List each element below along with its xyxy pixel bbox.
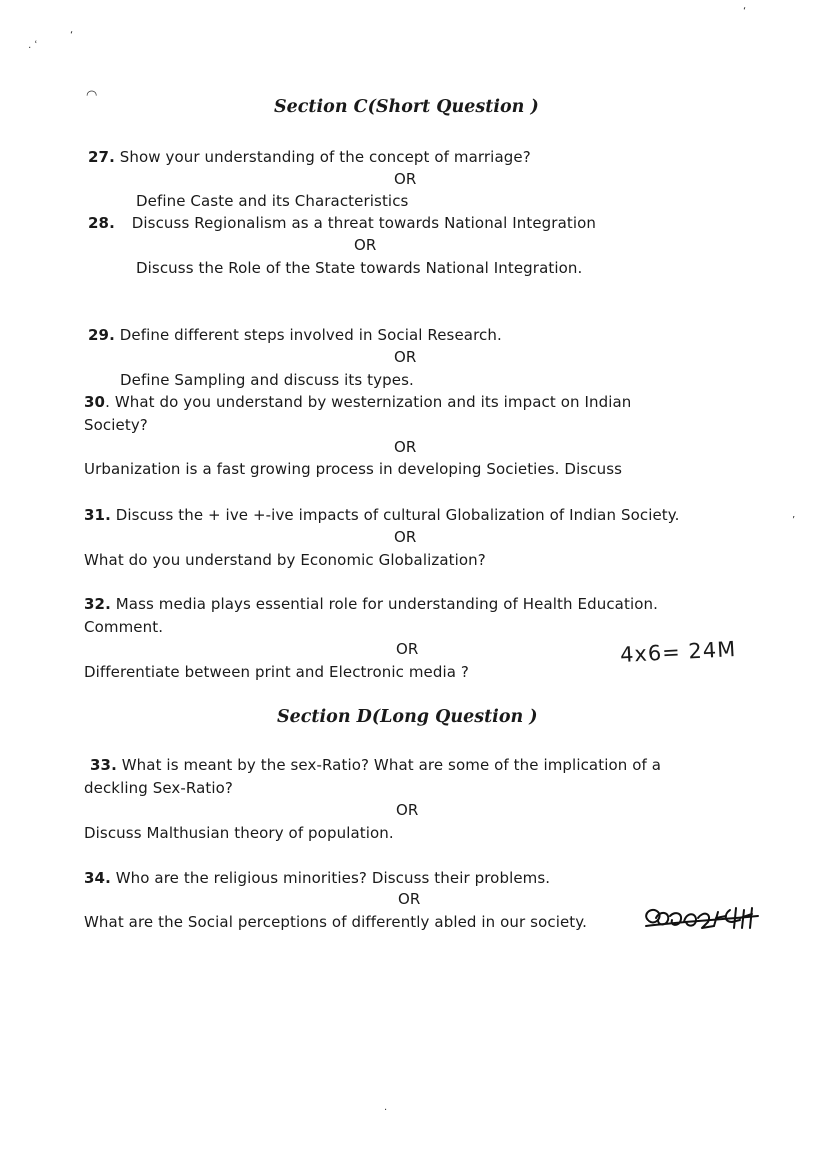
question-30: [84, 393, 631, 411]
scan-speck: ․ ʿ: [28, 40, 38, 51]
question-32: [84, 595, 658, 613]
question-text: Mass media plays essential role for understanding of Health Education.: [115, 595, 658, 613]
question-number: 28.: [88, 214, 115, 232]
question-text: What is meant by the sex-Ratio? What are some of the implication of a: [121, 756, 662, 774]
question-29: [88, 326, 502, 344]
handwritten-marks-note: 4x6= 24M: [619, 636, 737, 668]
question-number: 29.: [88, 326, 115, 344]
question-text: Define different steps involved in Social Research.: [119, 326, 502, 344]
alternative-question-text: Discuss Malthusian theory of population.: [84, 824, 394, 842]
question-number: 32.: [84, 595, 111, 613]
alternative-question-text: Urbanization is a fast growing process in developing Societies. Discuss: [84, 460, 623, 478]
scan-speck: ‘: [743, 6, 747, 17]
question-27: [88, 148, 531, 166]
alternative-question-text: What do you understand by Economic Globalization?: [84, 551, 486, 569]
question-text: Discuss Regionalism as a threat towards National Integration: [131, 214, 596, 232]
question-number: 27.: [88, 148, 115, 166]
or-label: OR: [394, 170, 417, 188]
question-28: [88, 214, 596, 232]
scan-speck: ’: [792, 515, 796, 526]
or-label: OR: [396, 640, 419, 658]
section-c-heading: Section C(Short Question ): [274, 97, 539, 117]
alternative-question-text: Differentiate between print and Electronic media ?: [84, 663, 469, 681]
scan-speck: ‘: [70, 30, 74, 41]
question-31: [84, 506, 679, 524]
question-text-continued: Society?: [84, 416, 148, 434]
alternative-question-text: Define Sampling and discuss its types.: [120, 371, 414, 389]
question-text-continued: deckling Sex-Ratio?: [84, 779, 233, 797]
question-text: . What do you understand by westernization and its impact on Indian: [105, 393, 632, 411]
alternative-question-text: Define Caste and its Characteristics: [136, 192, 409, 210]
scan-speck: ◠: [86, 88, 98, 103]
question-number: 31.: [84, 506, 111, 524]
question-number: 30: [84, 393, 106, 411]
question-34: [84, 869, 550, 887]
or-label: OR: [394, 528, 417, 546]
handwritten-scribble-icon: [640, 902, 764, 936]
or-label: OR: [394, 348, 417, 366]
alternative-question-text: Discuss the Role of the State towards National Integration.: [136, 259, 583, 277]
question-text: Who are the religious minorities? Discuss their problems.: [115, 869, 551, 887]
section-d-heading: Section D(Long Question ): [277, 707, 538, 727]
or-label: OR: [398, 890, 421, 908]
alternative-question-text: What are the Social perceptions of differently abled in our society.: [84, 913, 587, 931]
question-text: Show your understanding of the concept of marriage?: [119, 148, 531, 166]
or-label: OR: [396, 801, 419, 819]
or-label: OR: [354, 236, 377, 254]
question-text: Discuss the + ive +-ive impacts of cultural Globalization of Indian Society.: [115, 506, 680, 524]
question-text-continued: Comment.: [84, 618, 164, 636]
or-label: OR: [394, 438, 417, 456]
question-number: 33.: [90, 756, 117, 774]
question-33: [90, 756, 661, 774]
question-number: 34.: [84, 869, 111, 887]
scan-speck: ·: [384, 1105, 388, 1116]
